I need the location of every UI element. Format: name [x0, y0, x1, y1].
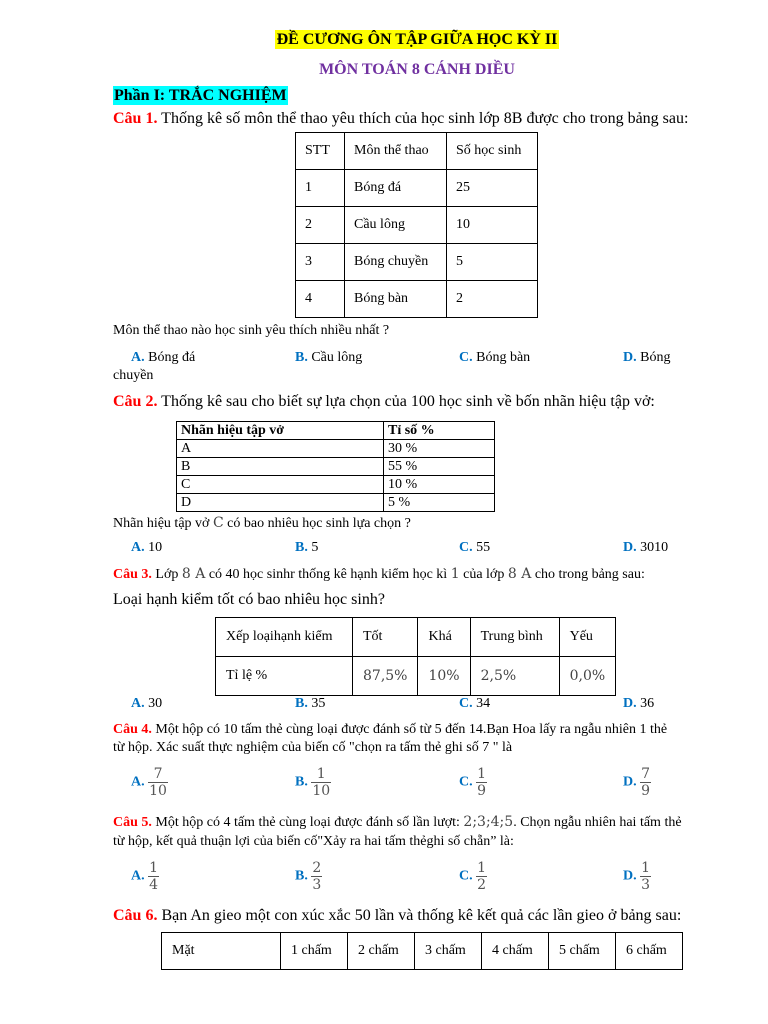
question-text: có 40 học sinhr thống kê hạnh kiểm học kì — [205, 567, 451, 582]
table-header-cell: Môn thể thao — [345, 133, 447, 170]
fraction-numerator: 1 — [316, 766, 326, 782]
option-a — [131, 766, 168, 799]
option-label: B. — [295, 350, 308, 365]
sports-table — [295, 132, 538, 318]
option-label: C. — [459, 774, 473, 790]
option-c — [459, 766, 487, 799]
question-text: cho trong bảng sau: — [531, 567, 645, 582]
fraction-numerator: 1 — [477, 860, 487, 876]
fraction-denominator: 10 — [312, 783, 331, 799]
table-header-cell: Tốt — [353, 618, 418, 657]
fraction — [148, 860, 159, 893]
math-symbol: 8 A — [181, 566, 206, 582]
table-cell: 5 % — [384, 494, 495, 512]
option-a — [131, 860, 159, 893]
table-cell: A — [177, 440, 384, 458]
table-header-cell: Mặt — [162, 933, 281, 970]
table-row — [296, 244, 538, 281]
question-1-prompt: Môn thể thao nào học sinh yêu thích nhiều nhất ? — [113, 323, 390, 338]
question-label: Câu 5. — [113, 815, 152, 830]
option-label: A. — [131, 696, 145, 711]
option-label: A. — [131, 540, 145, 555]
fraction-numerator: 2 — [312, 860, 322, 876]
question-2-prompt — [113, 515, 411, 532]
table-header-cell: Khá — [418, 618, 470, 657]
table-cell: 0,0% — [559, 657, 616, 696]
fraction-denominator: 3 — [641, 877, 651, 893]
table-cell: 2,5% — [470, 657, 559, 696]
option-d — [623, 350, 670, 366]
fraction-numerator: 1 — [149, 860, 159, 876]
option-label: A. — [131, 868, 145, 884]
table-header-cell: 3 chấm — [415, 933, 482, 970]
table-cell: 10 — [447, 207, 538, 244]
table-header-row — [296, 133, 538, 170]
section-heading: Phần I: TRẮC NGHIỆM — [114, 87, 287, 104]
option-text: Bóng bàn — [472, 350, 531, 365]
table-cell: 55 % — [384, 458, 495, 476]
table-header-cell: 6 chấm — [616, 933, 683, 970]
question-text: Một hộp có 10 tấm thẻ cùng loại được đánh số từ 5 đến 14.Bạn Hoa lấy ra ngẫu nhiên 1 thẻ — [151, 722, 668, 737]
table-cell: 10% — [418, 657, 470, 696]
question-2 — [113, 393, 655, 411]
option-d — [623, 766, 651, 799]
fraction — [311, 860, 322, 893]
table-header-cell: 4 chấm — [482, 933, 549, 970]
conduct-table — [215, 617, 616, 696]
option-text: 55 — [472, 540, 491, 555]
option-text: 5 — [307, 540, 319, 555]
table-cell: 3 — [296, 244, 345, 281]
table-row — [296, 207, 538, 244]
option-d — [623, 696, 654, 712]
document-subtitle: MÔN TOÁN 8 CÁNH DIỀU — [319, 61, 515, 78]
table-row — [177, 440, 495, 458]
option-text: 36 — [636, 696, 655, 711]
question-1 — [113, 110, 688, 128]
option-c — [459, 540, 490, 556]
question-5-line2: từ hộp, kết quả thuận lợi của biến cố"Xảy ra hai tấm thẻghi số chẵn” là: — [113, 834, 514, 849]
option-d-overflow: chuyền — [113, 368, 154, 383]
table-header-row — [162, 933, 683, 970]
option-b — [295, 860, 322, 893]
prompt-text: Nhãn hiệu tập vở — [113, 516, 213, 531]
fraction-denominator: 2 — [477, 877, 487, 893]
question-3 — [113, 566, 645, 583]
option-text: 34 — [472, 696, 491, 711]
table-cell: 2 — [447, 281, 538, 318]
fraction — [640, 860, 651, 893]
table-row — [296, 281, 538, 318]
option-text: Cầu lông — [307, 350, 363, 365]
table-header-cell: Số học sinh — [447, 133, 538, 170]
option-d — [623, 540, 668, 556]
fraction-denominator: 9 — [477, 783, 487, 799]
document-title: ĐỀ CƯƠNG ÔN TẬP GIỮA HỌC KỲ II — [276, 31, 558, 48]
table-row — [216, 657, 616, 696]
table-cell: 4 — [296, 281, 345, 318]
table-header-cell: Trung bình — [470, 618, 559, 657]
question-label: Câu 2. — [113, 393, 158, 410]
option-label: D. — [623, 774, 637, 790]
option-a — [131, 696, 162, 712]
question-3-prompt: Loại hạnh kiểm tốt có bao nhiêu học sinh? — [113, 591, 385, 608]
option-c — [459, 860, 487, 893]
fraction-denominator: 4 — [149, 877, 159, 893]
option-c — [459, 350, 530, 366]
option-label: A. — [131, 350, 145, 365]
table-cell: Bóng chuyền — [345, 244, 447, 281]
table-header-row — [177, 422, 495, 440]
table-cell: D — [177, 494, 384, 512]
table-cell: 25 — [447, 170, 538, 207]
math-symbol: 8 A — [507, 566, 532, 582]
table-cell: Bóng bàn — [345, 281, 447, 318]
question-text: Thống kê số môn thể thao yêu thích của học sinh lớp 8B được cho trong bảng sau: — [157, 110, 689, 127]
option-label: D. — [623, 350, 637, 365]
table-row — [177, 494, 495, 512]
table-cell: 30 % — [384, 440, 495, 458]
option-c — [459, 696, 490, 712]
table-cell: Bóng đá — [345, 170, 447, 207]
option-label: D. — [623, 540, 637, 555]
question-text: Một hộp có 4 tấm thẻ cùng loại được đánh số lần lượt: — [151, 815, 464, 830]
option-text: Bóng đá — [144, 350, 196, 365]
math-symbol: 1 — [450, 566, 460, 582]
option-label: B. — [295, 774, 308, 790]
question-6 — [113, 907, 681, 925]
table-row — [177, 476, 495, 494]
notebook-brand-table — [176, 421, 495, 512]
table-cell: 87,5% — [353, 657, 418, 696]
question-4-line2: từ hộp. Xác suất thực nghiệm của biến cố "chọn ra tấm thẻ ghi số 7 " là — [113, 740, 513, 755]
question-text: . Chọn ngẫu nhiên hai tấm thẻ — [513, 815, 682, 830]
fraction-denominator: 10 — [149, 783, 167, 799]
question-text: Lớp — [151, 567, 182, 582]
table-cell: Tỉ lệ % — [216, 657, 353, 696]
option-label: D. — [623, 696, 637, 711]
table-cell: B — [177, 458, 384, 476]
table-header-cell: 5 chấm — [549, 933, 616, 970]
fraction — [476, 766, 487, 799]
table-row — [177, 458, 495, 476]
question-label: Câu 4. — [113, 722, 152, 737]
option-b — [295, 540, 318, 556]
fraction-denominator: 9 — [641, 783, 651, 799]
option-label: B. — [295, 868, 308, 884]
option-label: D. — [623, 868, 637, 884]
table-cell: Cầu lông — [345, 207, 447, 244]
option-b — [295, 696, 325, 712]
table-cell: C — [177, 476, 384, 494]
math-symbol: C — [212, 515, 224, 531]
option-b — [295, 350, 362, 366]
table-header-cell: Xếp loạihạnh kiểm — [216, 618, 353, 657]
prompt-text: có bao nhiêu học sinh lựa chọn ? — [223, 516, 411, 531]
fraction-numerator: 1 — [477, 766, 487, 782]
option-a — [131, 540, 162, 556]
table-cell: 10 % — [384, 476, 495, 494]
table-header-cell: Yếu — [559, 618, 616, 657]
option-text: 30 — [144, 696, 163, 711]
option-text: 35 — [307, 696, 326, 711]
question-label: Câu 6. — [113, 907, 158, 924]
option-a — [131, 350, 195, 366]
question-text: Thống kê sau cho biết sự lựa chọn của 100 học sinh về bốn nhãn hiệu tập vở: — [157, 393, 655, 410]
fraction-denominator: 3 — [312, 877, 322, 893]
fraction — [148, 766, 168, 799]
option-label: B. — [295, 540, 308, 555]
math-symbol: 2;3;4;5 — [463, 814, 514, 830]
option-label: A. — [131, 774, 145, 790]
table-cell: 2 — [296, 207, 345, 244]
fraction — [640, 766, 651, 799]
table-header-cell: STT — [296, 133, 345, 170]
fraction-numerator: 7 — [153, 766, 163, 782]
table-header-cell: 2 chấm — [348, 933, 415, 970]
option-label: C. — [459, 350, 473, 365]
question-4 — [113, 722, 667, 738]
option-text: 3010 — [636, 540, 669, 555]
fraction-numerator: 1 — [641, 860, 651, 876]
table-cell: 1 — [296, 170, 345, 207]
question-5 — [113, 814, 682, 831]
question-label: Câu 3. — [113, 567, 152, 582]
option-text: 10 — [144, 540, 163, 555]
option-text: Bóng — [636, 350, 671, 365]
option-label: C. — [459, 540, 473, 555]
dice-table — [161, 932, 683, 970]
table-header-cell: 1 chấm — [281, 933, 348, 970]
option-b — [295, 766, 331, 799]
table-cell: 5 — [447, 244, 538, 281]
option-label: C. — [459, 696, 473, 711]
option-label: C. — [459, 868, 473, 884]
table-header-cell: Tỉ số % — [384, 422, 495, 440]
option-label: B. — [295, 696, 308, 711]
question-text: Bạn An gieo một con xúc xắc 50 lần và thống kê kết quả các lần gieo ở bảng sau: — [157, 907, 682, 924]
fraction — [476, 860, 487, 893]
table-row — [296, 170, 538, 207]
question-label: Câu 1. — [113, 110, 158, 127]
table-header-row — [216, 618, 616, 657]
question-text: của lớp — [459, 567, 508, 582]
table-header-cell: Nhãn hiệu tập vở — [177, 422, 384, 440]
fraction — [311, 766, 331, 799]
option-d — [623, 860, 651, 893]
fraction-numerator: 7 — [641, 766, 651, 782]
